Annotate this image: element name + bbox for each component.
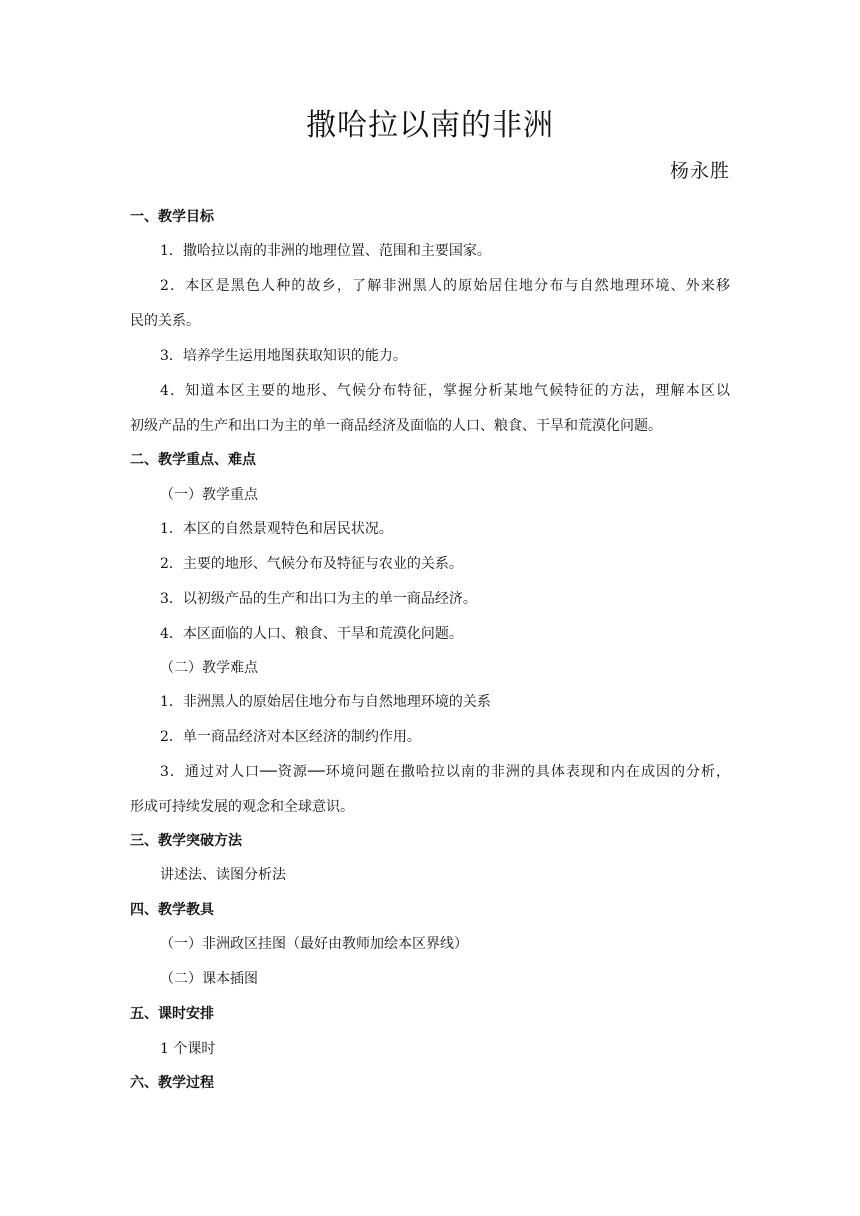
section-heading-teaching-aids: 四、教学教具 <box>130 902 214 918</box>
methods-text: 讲述法、读图分析法 <box>160 867 286 883</box>
document-author: 杨永胜 <box>669 160 730 182</box>
difficult-point-3-continued: 形成可持续发展的观念和全球意识。 <box>130 799 354 815</box>
goal-item-3: 3．培养学生运用地图获取知识的能力。 <box>160 348 407 364</box>
goal-item-2-continued: 民的关系。 <box>130 313 200 329</box>
key-point-1: 1．本区的自然景观特色和居民状况。 <box>160 521 393 537</box>
goal-item-4: 4．知道本区主要的地形、气候分布特征，掌握分析某地气候特征的方法，理解本区以 <box>160 383 730 399</box>
goal-item-2: 2．本区是黑色人种的故乡，了解非洲黑人的原始居住地分布与自然地理环境、外来移 <box>160 278 730 294</box>
difficult-point-1: 1．非洲黑人的原始居住地分布与自然地理环境的关系 <box>160 694 491 710</box>
difficult-point-2: 2．单一商品经济对本区经济的制约作用。 <box>160 729 421 745</box>
section-heading-methods: 三、教学突破方法 <box>130 833 242 849</box>
schedule-text: 1 个课时 <box>160 1041 216 1057</box>
goal-item-1: 1．撒哈拉以南的非洲的地理位置、范围和主要国家。 <box>160 243 491 259</box>
teaching-aid-2: （二）课本插图 <box>160 971 258 987</box>
key-point-2: 2．主要的地形、气候分布及特征与农业的关系。 <box>160 556 463 572</box>
key-point-4: 4．本区面临的人口、粮食、干旱和荒漠化问题。 <box>160 626 463 642</box>
section-heading-teaching-process: 六、教学过程 <box>130 1075 214 1091</box>
section-heading-key-difficult-points: 二、教学重点、难点 <box>130 452 256 468</box>
teaching-aid-1: （一）非洲政区挂图（最好由教师加绘本区界线） <box>160 936 468 952</box>
section-heading-schedule: 五、课时安排 <box>130 1006 214 1022</box>
subheading-key-points: （一）教学重点 <box>160 487 258 503</box>
subheading-difficult-points: （二）教学难点 <box>160 660 258 676</box>
document-title: 撒哈拉以南的非洲 <box>306 108 554 143</box>
section-heading-teaching-goals: 一、教学目标 <box>130 209 214 225</box>
goal-item-4-continued: 初级产品的生产和出口为主的单一商品经济及面临的人口、粮食、干旱和荒漠化问题。 <box>130 418 662 434</box>
key-point-3: 3．以初级产品的生产和出口为主的单一商品经济。 <box>160 591 477 607</box>
difficult-point-3: 3．通过对人口──资源──环境问题在撒哈拉以南的非洲的具体表现和内在成因的分析， <box>160 764 730 780</box>
